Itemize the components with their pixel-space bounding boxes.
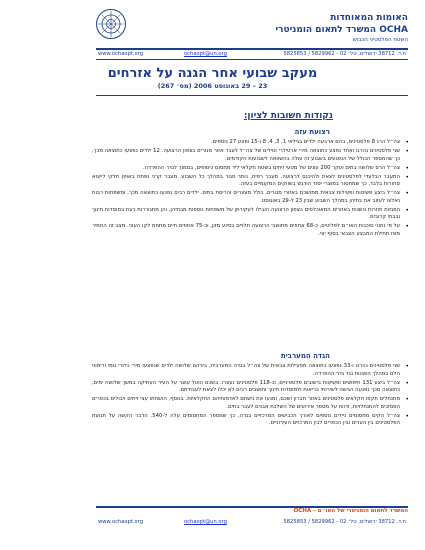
footer-website-link[interactable]: www.ochaopt.org [98, 519, 144, 525]
list-item: • צה״ל ביצע פשיטות ופעילות צבאית ממושכת באזורי מגורים, כולל מעצרים והריסת בתים. ילדים רבים נפגעו כתוצאה מכך, ומשפחות רבות נאלצו לעזוב את בתיהן במהלך השבוע שבין 23 ל-29 באוגוסט. [92, 190, 410, 205]
list-item: • המעבר הבלעדי לפלסטינים לצאת ולהיכנס לרצועה, מעבר רפיח, נותר סגור במהלך כל השבוע. מעבר קרני נפתח באופן חלקי לייצוא סחורות בלבד, כך שמחסור במוצרי יסוד הורגש בשווקים המקומיים בעזה. [92, 174, 410, 189]
list-item: • מתנחלים תקפו חקלאים פלסטינים באזור חברון ושכם, ומנעו את גישתם לאדמותיהם החקלאיות. בנוסף, הושחתו עצי זיתים ויבולים בכפרים הסמוכים להתנחלויות, ודווח על מספר אירועים של השלכת אבנים לעבר בתים. [92, 396, 410, 411]
header-rule-bottom [96, 59, 408, 60]
report-dates: 23 – 29 באוגוסט 2006 (מס׳ 267) [157, 82, 268, 90]
gaza-bullet-list [92, 139, 410, 240]
list-item: • הפגזות חוזרות ונשנות באזורים המאוכלסים בצפון הרצועה הובילו לעקירתן של משפחות נוספות מבתיהן, והן מתגוררות כעת במוסדות חינוך ובבתי קרובים. [92, 207, 410, 222]
footer-address-text: ת.ד. 38712 ירושלים, טל׳ 02 - 5829962 / 5825853 [283, 519, 406, 525]
title-rule [96, 95, 408, 96]
list-item: • שני פלסטינים נהרגו ואחד נפצע כתוצאה מירי ארטילרי וטילים של צה״ל לעבר אזור מגורים בצפון הרצועה. 12 ילדים נפצעו כתוצאה מכך, כך שהמספר הכולל של הנפגעים בשבוע זה עולה בהשוואה לשבועות הקודמים. [92, 148, 410, 163]
footer-email-link[interactable]: ochaopt@un.org [184, 519, 227, 525]
list-item: • צה״ל ביצע 131 חיפושים ופשיטות בישובים פלסטיניים, וכ-118 פלסטינים נעצרו. בשכם הוטל עוצר על העיר העתיקה במשך שלושה ימים, כתוצאה מכך נפגעה הגישה לשירותי בריאות ולמוסדות חינוך ותושבים רבים לא יכלו לצאת לעבודתם. [92, 380, 410, 395]
subsection-title-westbank: הגדה המערבית [280, 352, 330, 360]
org-name-line3: השטח הפלסטיני הכבוש [352, 37, 408, 43]
address-text: ת.ד. 38712 ירושלים, טל׳ 02 - 5829962 / 5825853 [283, 51, 406, 57]
email-link[interactable]: ochaopt@un.org [184, 51, 227, 57]
list-item: • צה״ל הקים מחסומים ניידים נוספים לאורך הכבישים המרכזיים בגדה, כך שמספר המחסומים עלה ל-540. הדבר הקשה על תנועת הפלסטינים בין הערים ובין הכפרים לבין המרכזים העירוניים. [92, 413, 410, 428]
section-title: נקודות חשובות לציון: [243, 111, 333, 121]
org-name-line1: האומות המאוחדות [330, 13, 408, 23]
list-item: • על פי נתוני סוכנות האו״ם לפליטים, כ-68 אחוזים מתושבי הרצועה תלויים בסיוע מזון, וכ-75 אחוזים חיים מתחת לקו העוני. מצב זה החמיר מאז תחילת המבצע הצבאי בסוף יוני. [92, 223, 410, 238]
page-title: מעקב שבועי אחר הגנה על אזרחים [107, 66, 318, 81]
subsection-title-gaza: רצועת עזה [294, 128, 330, 136]
list-item: • צה״ל הרג 8 פלסטינים, בהם ארבעה ילדים בגילאי 1, 3, 4, 8 ו-15 ופצע 27 נוספים. [92, 139, 410, 147]
org-name-line2: OCHA המשרד לתאום הומניטרי [275, 25, 408, 35]
westbank-bullet-list [92, 363, 410, 429]
letterhead [92, 12, 408, 45]
list-item: • צה״ל הרס שלושה בתים ועקר 200 עצים של מטעי זיתים בשטח חקלאי ליד מחסום כיסופים, בסמוך לגדר ההפרדה. [92, 165, 410, 173]
website-link[interactable]: www.ochaopt.org [98, 51, 144, 57]
footer-contact-bar [96, 516, 408, 528]
list-item: • שני פלסטינים נהרגו ו-33 נפצעו כתוצאה מפעילות צבאית של צה״ל בגדה המערבית, ביניהם שלושה ילדים שנפצעו מירי כדורי גומי ורימוני הלם במהלך הפגנות נגד גדר ההפרדה. [92, 363, 410, 378]
footer-org: המשרד לתאום הומניטרי של האו״ם – OCHA [293, 508, 408, 514]
